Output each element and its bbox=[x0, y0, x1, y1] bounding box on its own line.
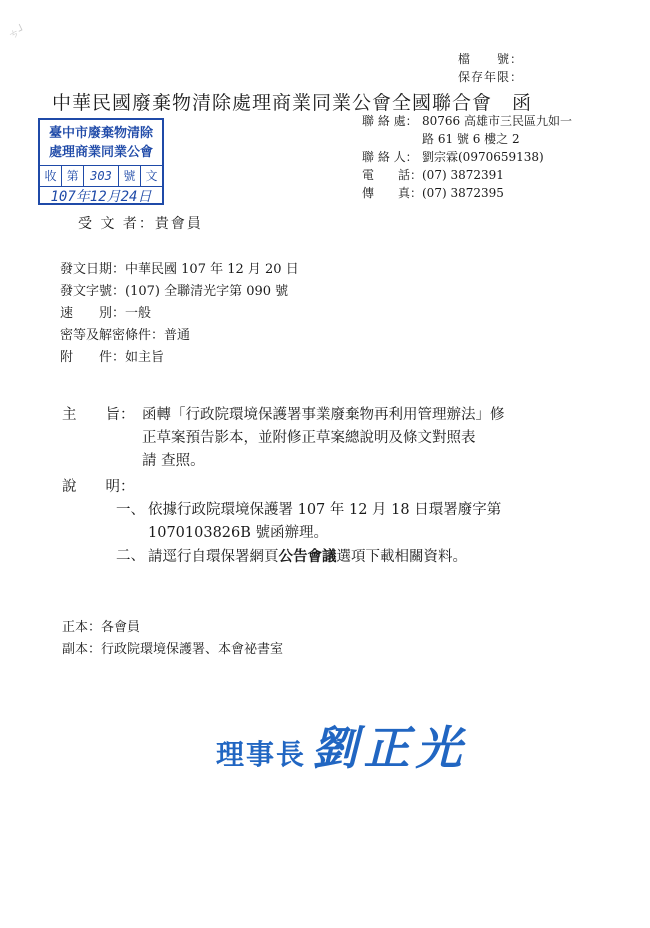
file-number-label: 檔 號： bbox=[458, 52, 524, 66]
distribution-block bbox=[62, 617, 283, 661]
receipt-stamp bbox=[38, 118, 164, 205]
copy-recipients: 副本：行政院環境保護署、本會祕書室 bbox=[62, 642, 284, 657]
date-value: 中華民國 107 年 12 月 20 日 bbox=[125, 262, 299, 277]
page-title: 中華民國廢棄物清除處理商業同業公會全國聯合會 函 bbox=[52, 92, 533, 114]
fax-value: (07) 3872395 bbox=[422, 186, 504, 200]
item1-number: 一、 bbox=[116, 502, 145, 518]
stamp-line2: 處理商業同業公會 bbox=[48, 145, 153, 160]
main-recipients: 正本：各會員 bbox=[62, 620, 141, 635]
phone-label: 電 話： bbox=[362, 168, 423, 182]
secrecy-value: 普通 bbox=[164, 328, 191, 343]
ref-label: 發文字號： bbox=[60, 284, 126, 299]
address-line2: 路 61 號 6 樓之 2 bbox=[422, 132, 520, 146]
description-label: 說 明： bbox=[62, 479, 135, 495]
person-value: 劉宗霖(0970659138) bbox=[422, 150, 544, 164]
contact-block bbox=[362, 112, 572, 202]
stamp-doc: 文 bbox=[145, 169, 158, 183]
signature-name: 劉正光 bbox=[311, 721, 468, 775]
address-line1: 80766 高雄市三民區九如一 bbox=[422, 114, 572, 128]
corner-mark: ㄘ┘ bbox=[6, 22, 28, 43]
stamp-line1: 臺中市廢棄物清除 bbox=[48, 126, 153, 141]
item2-number: 二、 bbox=[116, 548, 145, 564]
stamp-number-row bbox=[40, 165, 162, 187]
recipient: 受 文 者：貴會員 bbox=[78, 216, 203, 232]
item1-line1: 依據行政院環境保護署 107 年 12 月 18 日環署廢字第 bbox=[148, 502, 502, 518]
stamp-no-prefix: 第 bbox=[62, 166, 84, 186]
item2-pre: 請逕行自環保署網頁 bbox=[148, 549, 279, 565]
attachment-value: 如主旨 bbox=[125, 350, 165, 365]
description-item-1 bbox=[116, 499, 586, 545]
person-label: 聯 絡 人： bbox=[362, 150, 418, 164]
stamp-no-value: 303 bbox=[84, 166, 119, 186]
attachment-label: 附 件： bbox=[60, 350, 126, 365]
address-label: 聯 絡 處： bbox=[362, 114, 418, 128]
secrecy-label: 密等及解密條件： bbox=[60, 328, 165, 343]
description-item-2 bbox=[116, 545, 586, 569]
subject-label: 主 旨： bbox=[62, 407, 135, 423]
stamp-date: 107年12月24日 bbox=[50, 189, 152, 205]
stamp-recv: 收 bbox=[40, 166, 62, 186]
retention-label: 保存年限： bbox=[458, 70, 524, 84]
phone-value: (07) 3872391 bbox=[422, 168, 504, 182]
speed-label: 速 別： bbox=[60, 306, 126, 321]
speed-value: 一般 bbox=[125, 306, 152, 321]
chairman-seal bbox=[216, 712, 468, 778]
item2-post: 選項下載相關資料。 bbox=[336, 549, 467, 565]
subject-line2: 正草案預告影本，並附修正草案總說明及條文對照表 bbox=[142, 430, 476, 446]
subject-line3: 請 查照。 bbox=[142, 453, 205, 469]
date-label: 發文日期： bbox=[60, 262, 126, 277]
fax-label: 傳 真： bbox=[362, 186, 423, 200]
item2-bold: 公告會議 bbox=[278, 548, 337, 565]
signature-title: 理事長 bbox=[216, 738, 307, 771]
item1-line2: 1070103826B 號函辦理。 bbox=[148, 525, 329, 541]
stamp-no-suffix: 號 bbox=[119, 166, 141, 186]
meta-block bbox=[60, 259, 299, 369]
subject-body bbox=[142, 404, 592, 473]
subject-line1: 函轉「行政院環境保護署事業廢棄物再利用管理辦法」修 bbox=[142, 407, 505, 423]
ref-value: (107) 全聯清光字第 090 號 bbox=[125, 284, 289, 299]
